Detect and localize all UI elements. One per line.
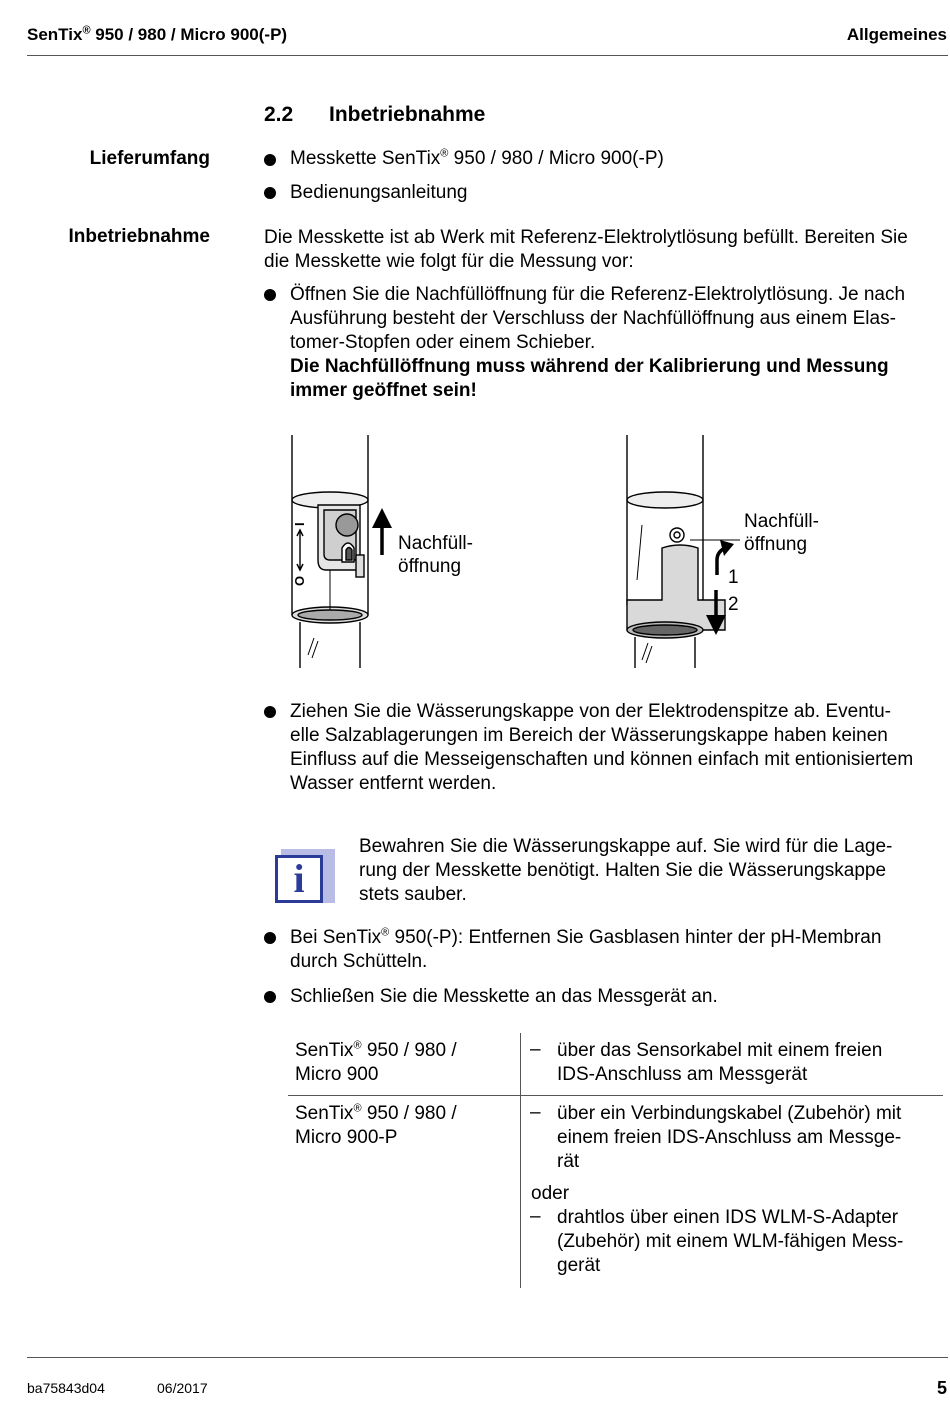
info-icon-letter: i — [293, 856, 305, 901]
text-line: Wasser entfernt werden. — [290, 773, 497, 794]
bullet — [264, 991, 276, 1003]
text-line: durch Schütteln. — [290, 951, 428, 972]
text-line: drahtlos über einen IDS WLM-S-Adapter — [557, 1207, 899, 1228]
text-line: Öffnen Sie die Nachfüllöffnung für die Referenz-Elektrolytlösung. Je nach — [290, 284, 906, 305]
lieferumfang-item-1 — [290, 147, 945, 171]
text-line: die Messkette wie folgt für die Messung vor: — [264, 251, 634, 272]
table-row-1-connection — [557, 1039, 947, 1087]
up-arrow-icon — [372, 508, 392, 555]
header-rule — [27, 55, 948, 56]
lieferumfang-label: Lieferumfang — [89, 148, 210, 169]
footer-doc-id: ba75843d04 — [27, 1380, 105, 1396]
section-number: 2.2 — [264, 103, 294, 126]
text-line — [290, 926, 945, 950]
text-line: über das Sensorkabel mit einem freien — [557, 1040, 883, 1061]
text-line — [295, 1039, 457, 1063]
text-line: (Zubehör) mit einem WLM-fähigen Mess- — [557, 1231, 904, 1252]
left-electrode — [292, 435, 368, 668]
header-title-rest: 950 / 980 / Micro 900(-P) — [90, 25, 288, 44]
lieferumfang-item-2: Bedienungsanleitung — [290, 182, 468, 203]
text-line: Micro 900-P — [295, 1127, 398, 1148]
text-line: elle Salzablagerungen im Bereich der Wässerungskappe haben keinen — [290, 725, 888, 746]
scale-top-mark: I — [292, 522, 307, 526]
text-line: rät — [557, 1151, 580, 1172]
table-row-2-or: oder — [531, 1183, 570, 1204]
text-line: Einfluss auf die Messeigenschaften und können einfach mit entionisiertem — [290, 749, 914, 770]
text-line — [295, 1102, 457, 1126]
text-part: 950(-P): Entfernen Sie Gasblasen hinter der pH-Membran — [389, 927, 882, 948]
table-col-divider — [520, 1033, 521, 1288]
bullet — [264, 932, 276, 944]
info-icon-box — [275, 855, 323, 903]
reg-mark: ® — [353, 1102, 362, 1115]
item-text: 950 / 980 / Micro 900(-P) — [448, 148, 664, 169]
footer-rule — [27, 1357, 948, 1358]
warning-line: Die Nachfüllöffnung muss während der Kalibrierung und Messung — [290, 356, 889, 377]
table-row-1-device — [295, 1039, 457, 1087]
text-line: gerät — [557, 1255, 601, 1276]
warning-line: immer geöffnet sein! — [290, 380, 477, 401]
text-line: Ziehen Sie die Wässerungskappe von der Elektrodenspitze ab. Eventu- — [290, 701, 891, 722]
item-text: Messkette SenTix — [290, 148, 441, 169]
table-row-divider — [288, 1095, 943, 1096]
bullet — [264, 289, 276, 301]
step-1-number: 1 — [728, 567, 739, 588]
text-line: Bewahren Sie die Wässerungskappe auf. Sie wird für die Lage- — [359, 836, 893, 857]
text-line: Ausführung besteht der Verschluss der Nachfüllöffnung aus einem Elas- — [290, 308, 896, 329]
text-line: IDS-Anschluss am Messgerät — [557, 1064, 808, 1085]
reg-mark: ® — [381, 926, 390, 939]
inbetriebnahme-label: Inbetriebnahme — [68, 226, 210, 247]
inbetriebnahme-intro — [264, 226, 948, 274]
text-line: einem freien IDS-Anschluss am Messge- — [557, 1127, 902, 1148]
reg-mark: ® — [440, 147, 449, 160]
text-part: SenTix — [295, 1103, 354, 1124]
header-title-main: SenTix — [27, 25, 83, 44]
step-2-number: 2 — [728, 594, 739, 615]
bullet — [264, 154, 276, 166]
step-remove-cap — [290, 700, 945, 796]
text-line: über ein Verbindungskabel (Zubehör) mit — [557, 1103, 902, 1124]
header-title-reg: ® — [82, 24, 91, 37]
text-line: stets sauber. — [359, 884, 467, 905]
text-line: Die Messkette ist ab Werk mit Referenz-Elektrolytlösung befüllt. Bereiten Sie — [264, 227, 908, 248]
header-section: Allgemeines — [846, 25, 947, 44]
step-connect: Schließen Sie die Messkette an das Messgerät an. — [290, 986, 718, 1007]
info-note — [359, 835, 949, 907]
header-title — [27, 25, 287, 45]
table-row-2-connection-cable — [557, 1102, 947, 1174]
step-open-refill — [290, 283, 945, 403]
text-line: tomer-Stopfen oder einem Schieber. — [290, 332, 596, 353]
electrode-figure — [270, 430, 950, 675]
step-remove-bubbles — [290, 926, 945, 974]
left-label-line-2: öffnung — [398, 556, 462, 577]
text-part: 950 / 980 / — [361, 1040, 457, 1061]
footer-date: 06/2017 — [157, 1380, 208, 1396]
page-number: 5 — [936, 1378, 947, 1398]
slider-scale — [297, 530, 303, 570]
dash: – — [530, 1206, 541, 1227]
reg-mark: ® — [353, 1039, 362, 1052]
text-part: SenTix — [295, 1040, 354, 1061]
section-title: Inbetriebnahme — [329, 103, 486, 126]
left-label-line-1: Nachfüll- — [398, 533, 473, 554]
scale-bottom-mark: O — [292, 575, 307, 586]
table-row-2-device — [295, 1102, 457, 1150]
connection-table — [288, 1033, 948, 1288]
dash: – — [530, 1039, 541, 1060]
dash: – — [530, 1102, 541, 1123]
table-row-2-connection-wireless — [557, 1206, 947, 1278]
bullet — [264, 187, 276, 199]
right-label-line-2: öffnung — [744, 534, 808, 555]
info-icon — [275, 849, 335, 909]
text-line: rung der Messkette benötigt. Halten Sie die Wässerungskappe — [359, 860, 887, 881]
right-label-line-1: Nachfüll- — [744, 511, 819, 532]
text-part: 950 / 980 / — [361, 1103, 457, 1124]
bullet — [264, 706, 276, 718]
text-line: Micro 900 — [295, 1064, 379, 1085]
text-part: Bei SenTix — [290, 927, 382, 948]
